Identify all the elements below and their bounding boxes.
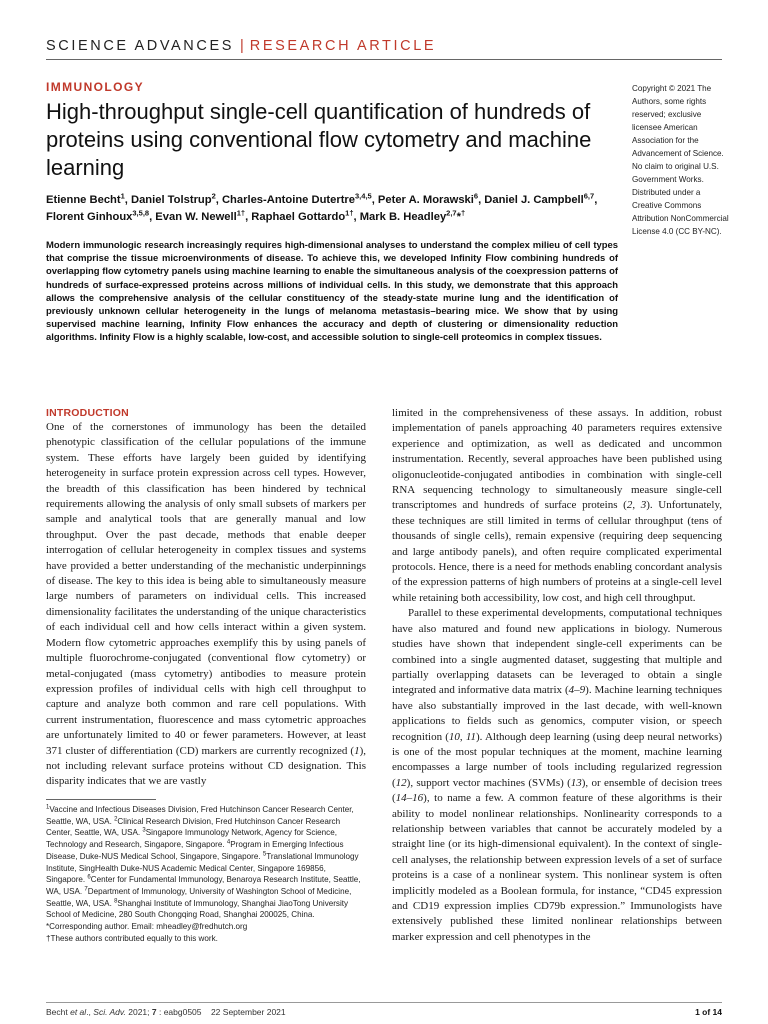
page-number: 1 of 14 bbox=[695, 1007, 722, 1017]
article-title: High-throughput single-cell quantification of hundreds of proteins using conventional flow cytometry and machine learning bbox=[46, 99, 592, 180]
citation-footer: Becht et al., Sci. Adv. 2021; 7 : eabg0505 22 September 2021 bbox=[46, 1007, 286, 1017]
header-separator: | bbox=[239, 38, 244, 54]
equal-contribution-note: †These authors contributed equally to this work. bbox=[46, 933, 218, 943]
journal-name: SCIENCE ADVANCES bbox=[46, 38, 234, 54]
article-type: RESEARCH ARTICLE bbox=[249, 38, 437, 54]
introduction-paragraph-1: One of the cornerstones of immunology has been the detailed phenotypic classification of the cellular populations of the immune system. These efforts have largely been guided by identifying heterogeneity in surface protein expression across cell types. However, the breadth of this classification has been hindered by technical requirements allowing the analysis of only small subsets of markers per sample and analytical tools that are generally manual and low throughput. Over the past decade, methods that enable deeper interrogation of cellular heterogeneity in complex tissues and systems have provided a better understanding of the mechanistic underpinnings of disease. The key to this idea is being able to simultaneously measure large numbers of parameters on individual cells. This increased dimensionality facilitates the understanding of the unique characteristics of each individual cell and how cells interact within a given system. Modern flow cytometric approaches exemplify this by using panels of multiple fluorochrome-conjugated (conventional flow cytometry) or metal-conjugated (mass cytometry) antibodies to measure protein expression profiles of individual cells with high cell throughput to capture and analyze both common and rare cell populations. With current instrumentation, fluorescence and mass cytometric approaches are unfortunately limited to 40 or fewer parameters. However, at least 371 cluster of differentiation (CD) markers are currently recognized (1), not including relevant surface proteins without CD designation. This disparity indicates that we are vastly bbox=[46, 421, 366, 788]
journal-header bbox=[46, 38, 436, 54]
copyright-notice: Copyright © 2021 The Authors, some rights reserved; exclusive licensee American Association for the Advancement of Science. No claim to original U.S. Government Works. Distributed under a Creative Commons Attribution NonCommercial License 4.0 (CC BY-NC). bbox=[632, 84, 729, 236]
affiliations: $^1$Vaccine and Infectious Diseases Division, Fred Hutchinson Cancer Research Center, Seattle, WA, USA. $^2$Clinical Research Division, Fred Hutchinson Cancer Research Center, Seattle, WA, USA. $^3$Singapore Immunology Network, Agency for Science, Technology and Research, Singapore, Singapore. $^4$Program in Emerging Infectious Disease, Duke-NUS Medical School, Singapore, Singapore. $^5$Translational Immunology Institute, SingHealth Duke-NUS Academic Medical Center, Singapore 169856, Singapore. $^6$Center for Fundamental Immunology, Benaroya Research Institute, Seattle, WA, USA. $^7$Department of Immunology, University of Washington School of Medicine, Seattle, WA, USA. $^8$Shanghai Institute of Immunology, Shanghai JiaoTong University School of Medicine, 280 South Chongqing Road, Shanghai 200025, China. bbox=[46, 804, 361, 920]
right-column bbox=[392, 406, 722, 945]
introduction-paragraph-1-continued: limited in the comprehensiveness of these assays. In addition, robust implementation of panels approaching 40 parameters requires extensive experience and optimization, as well as dedicated and uncommon instrumentation. Recently, several approaches have been published using oligonucleotide-conjugated antibodies in combination with single-cell RNA sequencing technology to simultaneously measure single-cell transcriptomes and hundreds of surface proteins (2, 3). Unfortunately, these techniques are still limited in terms of cellular throughput (tens of thousands of single cells), remain expensive (requiring deep sequencing and large antibody panels), and often require complicated experimental protocols. Hence, there is a need for methods enabling concordant analysis of the expression patterns of high numbers of proteins at a single-cell level while retaining both accessibility, low cost, and high cell throughput. bbox=[392, 407, 722, 604]
introduction-paragraph-2: Parallel to these experimental developments, computational techniques have also matured and found new applications in biology. Numerous studies have shown that independent single-cell experiments can be combined into a single augmented dataset, suggesting that multiple and partially overlapping datasets can be leveraged to obtain a single integrated and informative data matrix (4–9). Machine learning techniques have also substantially improved in the last decade, with well-known applications to fields such as genomics, computer vision, or speech recognition (10, 11). Although deep learning (using deep neural networks) is one of the most popular techniques at the moment, machine learning encompasses a large number of tools including regularized regression (12), support vector machines (SVMs) (13), or ensemble of decision trees (14–16), to name a few. A common feature of these algorithms is their ability to model nonlinear relationships. Nonlinearity corresponds to a relationship between variables that cannot be accurately modeled by a straight line (or its high-dimensional equivalent). In the context of single-cell analyses, the relationship between expression levels of a set of surface proteins is a case of a nonlinear system. This nonlinear system is often implicitly modeled as a Boolean formula, for instance, “CD45 expression and CD19 expression implies CD79b expression.” Immunologists have extensively published these limited nonlinear relationships between marker expression and cell phenotypes in the bbox=[392, 607, 723, 943]
author-list: Etienne Becht$^1$, Daniel Tolstrup$^2$, Charles-Antoine Dutertre$^{3,4,5}$, Peter A. Morawski$^6$, Daniel J. Campbell$^{6,7}$, Florent Ginhoux$^{3,5,8}$, Evan W. Newell$^{1\dagger}$, Raphael Gottardo$^{1\dagger}$, Mark B. Headley$^{2,7}$*† bbox=[46, 191, 598, 223]
introduction-heading: INTRODUCTION bbox=[46, 407, 129, 419]
footer-rule bbox=[46, 1002, 722, 1003]
footnote-rule bbox=[46, 799, 156, 800]
abstract: Modern immunologic research increasingly requires high-dimensional analyses to understand the complex milieu of cell types that comprise the tissue microenvironments of disease. To achieve this, we developed Infinity Flow combining hundreds of overlapping flow cytometry panels using machine learning to enable the simultaneous analysis of the coexpression patterns of hundreds of surface-expressed proteins across millions of individual cells. In this study, we demonstrate that this approach allows the comprehensive analysis of the cellular constituency of the steady-state murine lung and the identification of previously unknown cellular heterogeneity in the lungs of melanoma metastasis–bearing mice. We show that by using supervised machine learning, Infinity Flow enhances the accuracy and depth of clustering or dimensionality reduction algorithms. Infinity Flow is a highly scalable, low-cost, and accessible solution to single-cell proteomics in complex tissues. bbox=[46, 240, 618, 344]
header-rule bbox=[46, 59, 722, 60]
section-label: IMMUNOLOGY bbox=[46, 80, 144, 94]
corresponding-author: *Corresponding author. Email: mheadley@fredhutch.org bbox=[46, 922, 248, 932]
left-column bbox=[46, 406, 366, 790]
footnotes bbox=[46, 804, 366, 944]
